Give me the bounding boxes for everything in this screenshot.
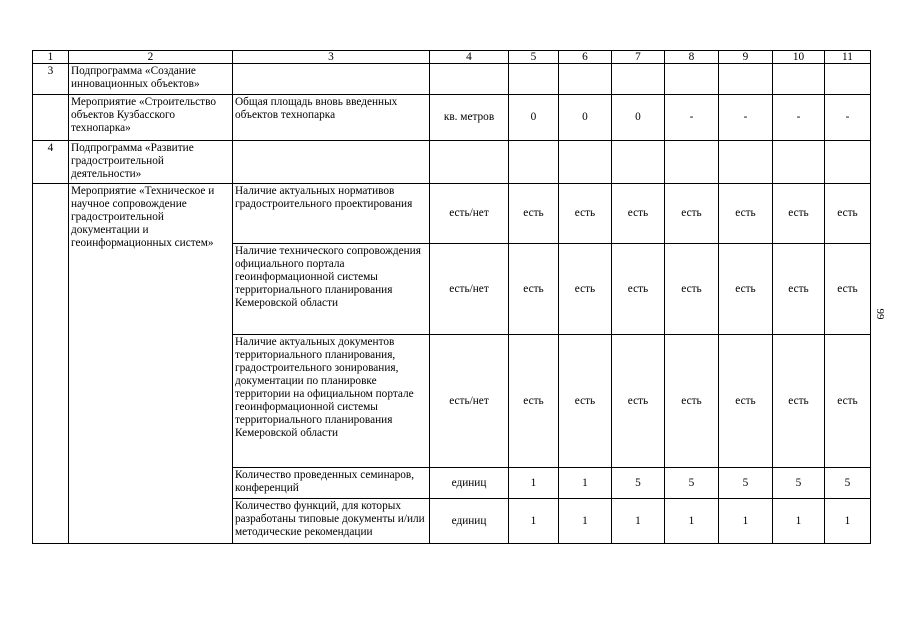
column-number: 9 — [719, 51, 773, 64]
indicator-value: есть — [559, 244, 612, 335]
subprogram-name: Подпрограмма «Создание инновационных объектов» — [69, 64, 233, 95]
indicator-value: есть — [509, 184, 559, 244]
subprogram-row — [33, 64, 871, 95]
indicator-value: есть — [612, 335, 665, 468]
empty-cell — [233, 64, 430, 95]
column-number: 4 — [430, 51, 509, 64]
indicator-value: 1 — [665, 499, 719, 544]
indicator-unit: есть/нет — [430, 184, 509, 244]
indicator-name: Наличие актуальных нормативов градостроительного проектирования — [233, 184, 430, 244]
column-number: 1 — [33, 51, 69, 64]
indicator-value: есть — [773, 335, 825, 468]
indicator-value: - — [773, 95, 825, 141]
column-numbers-row — [33, 51, 871, 64]
indicator-value: есть — [773, 244, 825, 335]
column-number: 6 — [559, 51, 612, 64]
indicator-value: есть — [559, 335, 612, 468]
indicator-value: - — [719, 95, 773, 141]
indicator-value: есть — [719, 244, 773, 335]
empty-cell — [509, 64, 559, 95]
indicator-value: 0 — [509, 95, 559, 141]
empty-cell — [825, 64, 871, 95]
empty-cell — [719, 141, 773, 184]
indicator-value: 5 — [719, 468, 773, 499]
indicator-name: Количество проведенных семинаров, конференций — [233, 468, 430, 499]
indicator-value: 5 — [773, 468, 825, 499]
subprogram-name: Подпрограмма «Развитие градостроительной деятельности» — [69, 141, 233, 184]
measure-name: Мероприятие «Техническое и научное сопровождение градостроительной документации и геоинформационных систем» — [69, 184, 233, 544]
indicator-value: 1 — [612, 499, 665, 544]
indicator-value: есть — [773, 184, 825, 244]
measure-name: Мероприятие «Строительство объектов Кузбасского технопарка» — [69, 95, 233, 141]
indicator-unit: кв. метров — [430, 95, 509, 141]
indicator-value: есть — [719, 184, 773, 244]
indicator-value: есть — [665, 244, 719, 335]
column-number: 3 — [233, 51, 430, 64]
indicator-value: 5 — [665, 468, 719, 499]
empty-cell — [559, 141, 612, 184]
row-number: 4 — [33, 141, 69, 184]
row-number: 3 — [33, 64, 69, 95]
empty-cell — [233, 141, 430, 184]
empty-cell — [612, 141, 665, 184]
indicator-value: 1 — [559, 499, 612, 544]
indicator-value: есть — [612, 184, 665, 244]
column-number: 10 — [773, 51, 825, 64]
indicator-value: - — [825, 95, 871, 141]
indicator-name: Наличие актуальных документов территориального планирования, градостроительного зонирования, документации по планировке территории на официальном портале геоинформационной системы территориального планирования Кемеровской области — [233, 335, 430, 468]
indicator-name: Общая площадь вновь введенных объектов технопарка — [233, 95, 430, 141]
indicator-value: есть — [612, 244, 665, 335]
indicator-value: 1 — [719, 499, 773, 544]
indicator-value: есть — [825, 335, 871, 468]
indicator-value: есть — [665, 335, 719, 468]
measure-row — [33, 184, 871, 244]
page-number: 99 — [874, 308, 886, 320]
empty-cell — [773, 64, 825, 95]
document-page — [32, 50, 871, 544]
empty-cell — [430, 141, 509, 184]
indicator-value: есть — [559, 184, 612, 244]
indicator-value: - — [665, 95, 719, 141]
indicator-value: есть — [719, 335, 773, 468]
indicator-value: 0 — [559, 95, 612, 141]
column-number: 7 — [612, 51, 665, 64]
indicator-value: 5 — [825, 468, 871, 499]
indicator-value: 1 — [509, 499, 559, 544]
indicator-value: есть — [509, 244, 559, 335]
indicator-value: есть — [509, 335, 559, 468]
empty-cell — [430, 64, 509, 95]
empty-cell — [719, 64, 773, 95]
indicator-value: 5 — [612, 468, 665, 499]
indicator-unit: есть/нет — [430, 244, 509, 335]
column-number: 5 — [509, 51, 559, 64]
indicator-value: есть — [825, 184, 871, 244]
indicator-name: Количество функций, для которых разработаны типовые документы и/или методические рекомендации — [233, 499, 430, 544]
indicator-name: Наличие технического сопровождения официального портала геоинформационной системы территориального планирования Кемеровской области — [233, 244, 430, 335]
indicator-unit: единиц — [430, 499, 509, 544]
indicator-value: есть — [665, 184, 719, 244]
indicator-value: 1 — [509, 468, 559, 499]
indicators-table — [32, 50, 871, 544]
column-number: 2 — [69, 51, 233, 64]
indicator-value: 0 — [612, 95, 665, 141]
empty-cell — [825, 141, 871, 184]
row-number — [33, 95, 69, 141]
empty-cell — [559, 64, 612, 95]
subprogram-row — [33, 141, 871, 184]
measure-row — [33, 95, 871, 141]
indicator-unit: единиц — [430, 468, 509, 499]
indicator-value: есть — [825, 244, 871, 335]
empty-cell — [773, 141, 825, 184]
indicator-value: 1 — [773, 499, 825, 544]
column-number: 11 — [825, 51, 871, 64]
empty-cell — [665, 64, 719, 95]
empty-cell — [665, 141, 719, 184]
indicator-value: 1 — [559, 468, 612, 499]
empty-cell — [509, 141, 559, 184]
indicator-unit: есть/нет — [430, 335, 509, 468]
empty-cell — [612, 64, 665, 95]
column-number: 8 — [665, 51, 719, 64]
indicator-value: 1 — [825, 499, 871, 544]
row-number — [33, 184, 69, 544]
